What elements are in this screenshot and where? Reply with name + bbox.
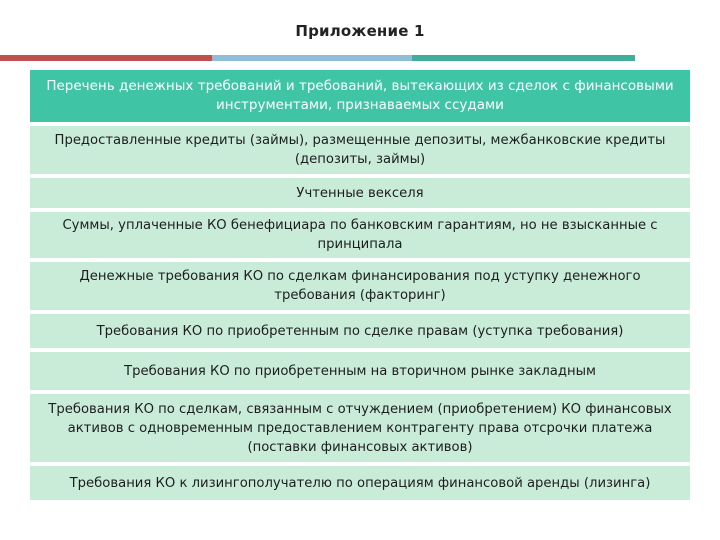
table-row xyxy=(30,466,690,502)
accent-stripe-blue xyxy=(212,55,412,61)
row-text: Требования КО по сделкам, связанным с отчуждением (приобретением) КО финансовых активов с одновременным предоставлением контрагенту права отсрочки платежа (поставки финансовых активов) xyxy=(48,401,672,455)
row-text: Требования КО к лизингополучателю по операциям финансовой аренды (лизинга) xyxy=(69,475,651,491)
table-row xyxy=(30,352,690,392)
table-row xyxy=(30,126,690,176)
table-header xyxy=(30,70,690,124)
row-text: Требования КО по приобретенным по сделке правам (уступка требования) xyxy=(96,323,624,339)
row-text: Денежные требования КО по сделкам финансирования под уступку денежного требования (факторинг) xyxy=(79,269,641,303)
page-title: Приложение 1 xyxy=(295,22,425,40)
row-text: Предоставленные кредиты (займы), размещенные депозиты, межбанковские кредиты (депозиты, займы) xyxy=(54,133,666,167)
table-row xyxy=(30,314,690,350)
table-row xyxy=(30,262,690,312)
table-row xyxy=(30,212,690,260)
accent-stripe-red xyxy=(0,55,212,61)
table-header-text: Перечень денежных требований и требований, вытекающих из сделок с финансовыми инструментами, признаваемых ссудами xyxy=(46,78,674,113)
table-row xyxy=(30,394,690,464)
accent-stripe-green xyxy=(412,55,635,61)
row-text: Суммы, уплаченные КО бенефициара по банковским гарантиям, но не взысканные с принципала xyxy=(62,218,658,252)
row-text: Требования КО по приобретенным на вторичном рынке закладным xyxy=(124,363,596,379)
table-row xyxy=(30,178,690,210)
row-text: Учтенные векселя xyxy=(296,185,424,201)
